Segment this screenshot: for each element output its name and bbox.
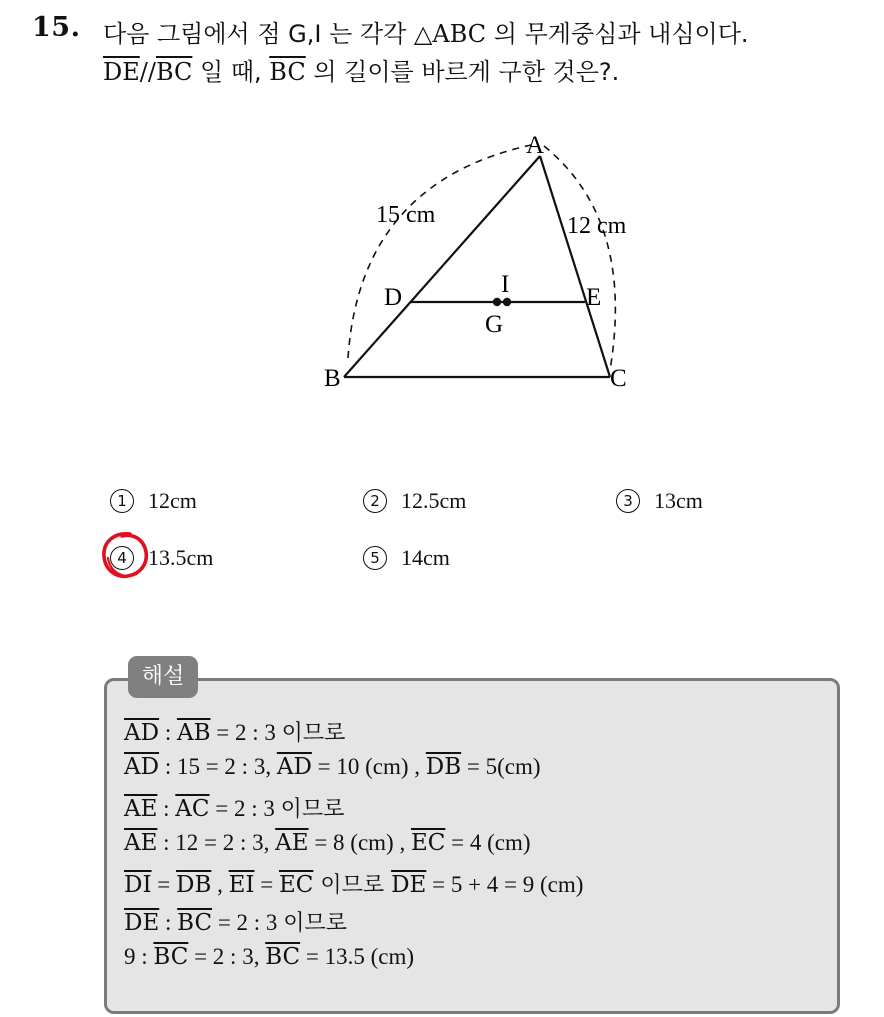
choice-3[interactable] <box>616 488 703 514</box>
math: : <box>159 910 178 935</box>
seg: $\overline{BC}$ <box>153 944 189 970</box>
question-text-d: 의 길이를 바르게 구한 것은?. <box>305 58 620 86</box>
math: = 2 : 3 <box>209 796 281 821</box>
korean-text: 이므로 <box>281 721 346 746</box>
solution-line-2 <box>124 754 541 780</box>
seg: $\overline{EC}$ <box>410 830 446 856</box>
math: = 2 : 3 <box>210 720 282 745</box>
question-number: 15. <box>32 12 81 43</box>
question-text-line1 <box>103 14 749 49</box>
side-ac <box>540 156 610 377</box>
seg: $\overline{AC}$ <box>175 796 210 822</box>
math: : <box>157 796 176 821</box>
choice-1-text: 12cm <box>148 488 197 513</box>
solution-line-4 <box>124 830 531 856</box>
seg: $\overline{DB}$ <box>176 872 212 898</box>
choice-4-mark: 4 <box>110 546 134 570</box>
choice-1[interactable] <box>110 488 197 514</box>
question-text-a: 다음 그림에서 점 G,I 는 각각 <box>103 20 414 48</box>
solution-line-7 <box>124 944 414 970</box>
segment-bc: $\overline{BC}$ <box>155 58 193 86</box>
korean-text: 이므로 <box>283 911 347 936</box>
choice-5-mark: 5 <box>363 546 387 570</box>
math: : <box>159 720 177 745</box>
math: : 12 = 2 : 3, <box>157 830 276 855</box>
triangle-figure <box>300 120 660 410</box>
arc-ab <box>348 144 536 358</box>
seg: $\overline{DE}$ <box>124 910 160 936</box>
seg: $\overline{AD}$ <box>124 754 160 780</box>
math: = 2 : 3, <box>188 944 266 969</box>
solution-line-3 <box>124 792 344 823</box>
question-text-c: 일 때, <box>192 58 270 86</box>
label-i: I <box>501 271 510 298</box>
label-a: A <box>526 132 545 159</box>
answer-circle-mark <box>100 528 152 584</box>
choice-2-text: 12.5cm <box>401 488 467 513</box>
label-g: G <box>485 311 504 338</box>
triangle-abc: △ABC <box>413 20 487 48</box>
math: = <box>151 872 177 897</box>
segment-de: $\overline{DE}$ <box>103 58 140 86</box>
choice-5-text: 14cm <box>401 545 450 570</box>
solution-tag: 해설 <box>128 656 198 698</box>
choice-2[interactable] <box>363 488 466 514</box>
question-text-b: 의 무게중심과 내심이다. <box>486 20 749 48</box>
solution-line-1 <box>124 716 345 747</box>
math: = 10 (cm) , <box>311 754 426 779</box>
solution-line-5 <box>124 868 583 899</box>
label-b: B <box>324 365 341 392</box>
math: = 13.5 (cm) <box>300 944 415 969</box>
seg: $\overline{EI}$ <box>228 872 255 898</box>
point-i <box>503 298 511 306</box>
choice-5[interactable] <box>363 545 450 571</box>
choice-3-text: 13cm <box>654 488 703 513</box>
seg: $\overline{DB}$ <box>425 754 462 780</box>
seg: $\overline{AD}$ <box>124 720 160 746</box>
side-ab <box>344 156 540 377</box>
question-text-line2 <box>103 52 619 87</box>
math: 9 : <box>124 944 154 969</box>
math: = 2 : 3 <box>212 910 284 935</box>
choice-1-mark: 1 <box>110 489 134 513</box>
seg: $\overline{EC}$ <box>278 872 314 898</box>
choice-4-text: 13.5cm <box>148 545 214 570</box>
seg: $\overline{AE}$ <box>124 796 158 822</box>
korean-text: 이므로 <box>280 797 345 822</box>
seg: $\overline{AE}$ <box>124 830 158 856</box>
label-12cm: 12 cm <box>567 213 627 239</box>
label-c: C <box>610 365 627 392</box>
choice-2-mark: 2 <box>363 489 387 513</box>
seg: $\overline{AD}$ <box>276 754 312 780</box>
math: , <box>211 872 229 897</box>
korean-text: 이므로 <box>313 873 392 898</box>
math: = 4 (cm) <box>445 830 531 855</box>
seg: $\overline{DI}$ <box>124 872 152 898</box>
math: = 8 (cm) , <box>308 830 411 855</box>
point-g <box>493 298 501 306</box>
arc-ac <box>544 146 615 370</box>
seg: $\overline{DE}$ <box>391 872 427 898</box>
seg: $\overline{AE}$ <box>275 830 309 856</box>
math: : 15 = 2 : 3, <box>159 754 277 779</box>
label-15cm: 15 cm <box>376 202 436 228</box>
segment-bc-2: $\overline{BC}$ <box>269 58 306 86</box>
solution-line-6 <box>124 906 347 937</box>
seg: $\overline{BC}$ <box>265 944 301 970</box>
seg: $\overline{AB}$ <box>176 720 211 746</box>
label-e: E <box>586 284 602 311</box>
parallel-sign: // <box>139 58 156 86</box>
choice-3-mark: 3 <box>616 489 640 513</box>
math: = 5 + 4 = 9 (cm) <box>426 872 584 897</box>
label-d: D <box>384 284 403 311</box>
math: = <box>254 872 279 897</box>
math: = 5(cm) <box>461 754 541 779</box>
seg: $\overline{BC}$ <box>177 910 213 936</box>
